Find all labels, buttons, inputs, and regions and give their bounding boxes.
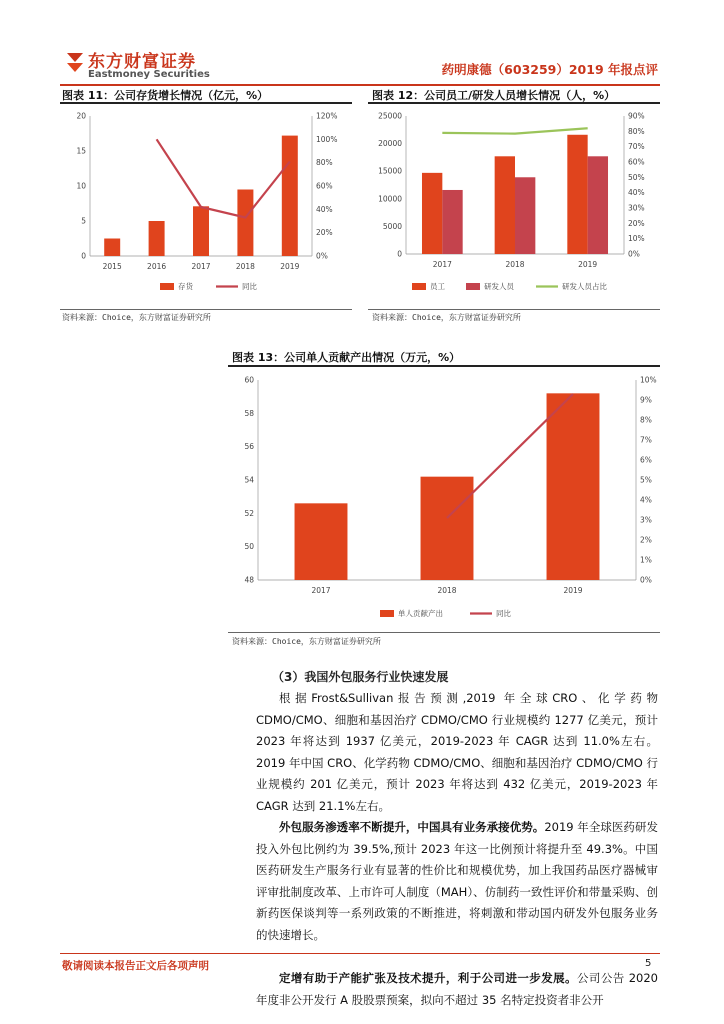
paragraph-outsourcing-lead: 外包服务渗透率不断提升，中国具有业务承接优势。 [279,820,545,834]
bar-存货 [149,221,165,256]
right-axis-tick-label: 6% [640,455,652,465]
right-axis-tick-label: 4% [640,495,652,505]
right-axis-tick-label: 100% [316,134,338,144]
bar-员工 [567,135,587,254]
paragraph-private-placement-text: 公司公告 2020 年度非公开发行 A 股股票预案，拟向不超过 35 名特定投资者非公开 [256,971,659,1007]
fig13-source-rule [228,632,660,633]
right-axis-tick-label: 120% [316,111,338,121]
left-axis-tick-label: 54 [244,475,254,485]
bar-研发人员 [588,156,608,254]
left-axis-tick-label: 5000 [382,221,402,231]
fig13-title: 图表 13：公司单人贡献产出情况（万元，%） [232,351,461,364]
left-axis-tick-label: 58 [244,408,254,418]
right-axis-tick-label: 20% [316,228,333,238]
right-axis-tick-label: 80% [316,158,333,168]
header-divider [60,84,660,86]
bar-存货 [237,190,253,257]
report-title: 药明康德（603259）2019 年报点评 [441,62,658,77]
left-axis-tick-label: 50 [244,542,254,552]
right-axis-tick-label: 60% [316,181,333,191]
bar-研发人员 [515,177,535,254]
legend-swatch [160,283,174,290]
fig12-source: 资料来源：Choice，东方财富证券研究所 [372,313,521,322]
left-axis-tick-label: 10000 [378,194,402,204]
fig13-source: 资料来源：Choice，东方财富证券研究所 [232,637,381,646]
legend-label: 存货 [178,282,193,291]
legend-swatch [466,283,480,290]
line-series-研发人员占比 [442,128,587,133]
right-axis-tick-label: 9% [640,395,652,405]
x-axis-tick-label: 2019 [578,260,598,269]
legend-swatch [380,610,394,617]
left-axis-tick-label: 10 [76,181,86,191]
fig12-source-rule [368,309,660,310]
x-axis-tick-label: 2018 [437,586,457,595]
left-axis-tick-label: 15 [76,146,86,156]
paragraph-private-placement-lead: 定增有助于产能扩张及技术提升，利于公司进一步发展。 [279,971,577,985]
x-axis-tick-label: 2017 [311,586,331,595]
x-axis-tick-label: 2018 [235,262,255,271]
legend-label: 研发人员 [484,282,514,291]
logo-text-cn: 东方财富证券 [88,52,196,72]
logo-text-en: Eastmoney Securities [88,69,210,80]
fig11-source-rule [60,309,352,310]
bar-员工 [422,173,442,254]
paragraph-market-size: 根据Frost&Sullivan报告预测,2019 年全球CRO、化学药物CDMO/CMO、细胞和基因治疗 CDMO/CMO 行业规模约 1277 亿美元，预计 2023 年将达到 1937 亿美元，2019-2023 年 CAGR 达到 11.0%左右。2019 年中国 CRO、化学药物 CDMO/CMO、细胞和基因治疗 CDMO/CMO 行业规模约 201 亿美元，预计 2023 年将达到 432 亿美元，2019-2023 年 CAGR 达到 21.1%左右。 [256,691,658,813]
section-body [256,688,658,1011]
right-axis-tick-label: 2% [640,535,652,545]
right-axis-tick-label: 1% [640,555,652,565]
left-axis-tick-label: 48 [244,575,254,585]
right-axis-tick-label: 60% [628,157,645,167]
x-axis-tick-label: 2019 [280,262,300,271]
right-axis-tick-label: 0% [316,251,328,261]
fig13-title-rule [228,365,660,367]
left-axis-tick-label: 25000 [378,111,402,121]
legend-label: 研发人员占比 [562,282,607,291]
right-axis-tick-label: 40% [628,188,645,198]
eastmoney-logo-icon [64,50,86,74]
x-axis-tick-label: 2019 [563,586,583,595]
right-axis-tick-label: 80% [628,126,645,136]
paragraph-outsourcing-text: 2019 年全球医药研发投入外包比例约为 39.5%,预计 2023 年这一比例预计将提升至 49.3%。中国医药研发生产服务行业有显著的性价比和规模优势，加上我国药品医疗器械审评审批制度改革、上市许可人制度（MAH）、仿制药一致性评价和带量采购、创新药医保谈判等一系列政策的不断推进，将刺激和带动国内研发外包服务业务的快速增长。 [256,820,659,942]
fig11-source: 资料来源：Choice，东方财富证券研究所 [62,313,211,322]
left-axis-tick-label: 52 [244,508,254,518]
left-axis-tick-label: 60 [244,375,254,385]
left-axis-tick-label: 20 [76,111,86,121]
right-axis-tick-label: 0% [628,249,640,259]
paragraph-outsourcing [256,817,658,946]
right-axis-tick-label: 10% [628,234,645,244]
right-axis-tick-label: 0% [640,575,652,585]
bar-员工 [495,156,515,254]
footer-divider [60,953,660,954]
right-axis-tick-label: 50% [628,172,645,182]
page-number: 5 [645,958,652,969]
legend-label: 同比 [242,282,257,291]
left-axis-tick-label: 15000 [378,166,402,176]
x-axis-tick-label: 2015 [102,262,122,271]
right-axis-tick-label: 7% [640,435,652,445]
section-heading: （3）我国外包服务行业快速发展 [272,670,449,684]
inventory-growth-chart [60,104,355,304]
right-axis-tick-label: 8% [640,415,652,425]
left-axis-tick-label: 0 [81,251,86,261]
legend-label: 单人贡献产出 [398,609,443,618]
staff-growth-chart [368,104,663,304]
bar-研发人员 [442,190,462,254]
left-axis-tick-label: 20000 [378,139,402,149]
fig12-title: 图表 12：公司员工/研发人员增长情况（人，%） [372,89,616,102]
x-axis-tick-label: 2017 [432,260,452,269]
right-axis-tick-label: 20% [628,218,645,228]
x-axis-tick-label: 2016 [147,262,167,271]
legend-label: 同比 [496,609,511,618]
per-capita-output-chart [228,368,660,630]
bar-存货 [104,239,120,257]
right-axis-tick-label: 70% [628,142,645,152]
bar-存货 [282,136,298,256]
paragraph-private-placement [256,968,658,1011]
bar-单人贡献产出 [421,477,474,580]
right-axis-tick-label: 40% [316,204,333,214]
left-axis-tick-label: 5 [81,216,86,226]
right-axis-tick-label: 3% [640,515,652,525]
x-axis-tick-label: 2017 [191,262,211,271]
bar-单人贡献产出 [547,393,600,580]
right-axis-tick-label: 90% [628,111,645,121]
line-series-同比 [157,139,290,217]
fig11-title: 图表 11：公司存货增长情况（亿元，%） [62,89,269,102]
right-axis-tick-label: 5% [640,475,652,485]
bar-存货 [193,206,209,256]
left-axis-tick-label: 56 [244,442,254,452]
right-axis-tick-label: 30% [628,203,645,213]
x-axis-tick-label: 2018 [505,260,525,269]
bar-单人贡献产出 [295,503,348,580]
left-axis-tick-label: 0 [397,249,402,259]
legend-label: 员工 [430,282,445,291]
legend-swatch [412,283,426,290]
footer-disclaimer: 敬请阅读本报告正文后各项声明 [62,960,209,972]
right-axis-tick-label: 10% [640,375,657,385]
